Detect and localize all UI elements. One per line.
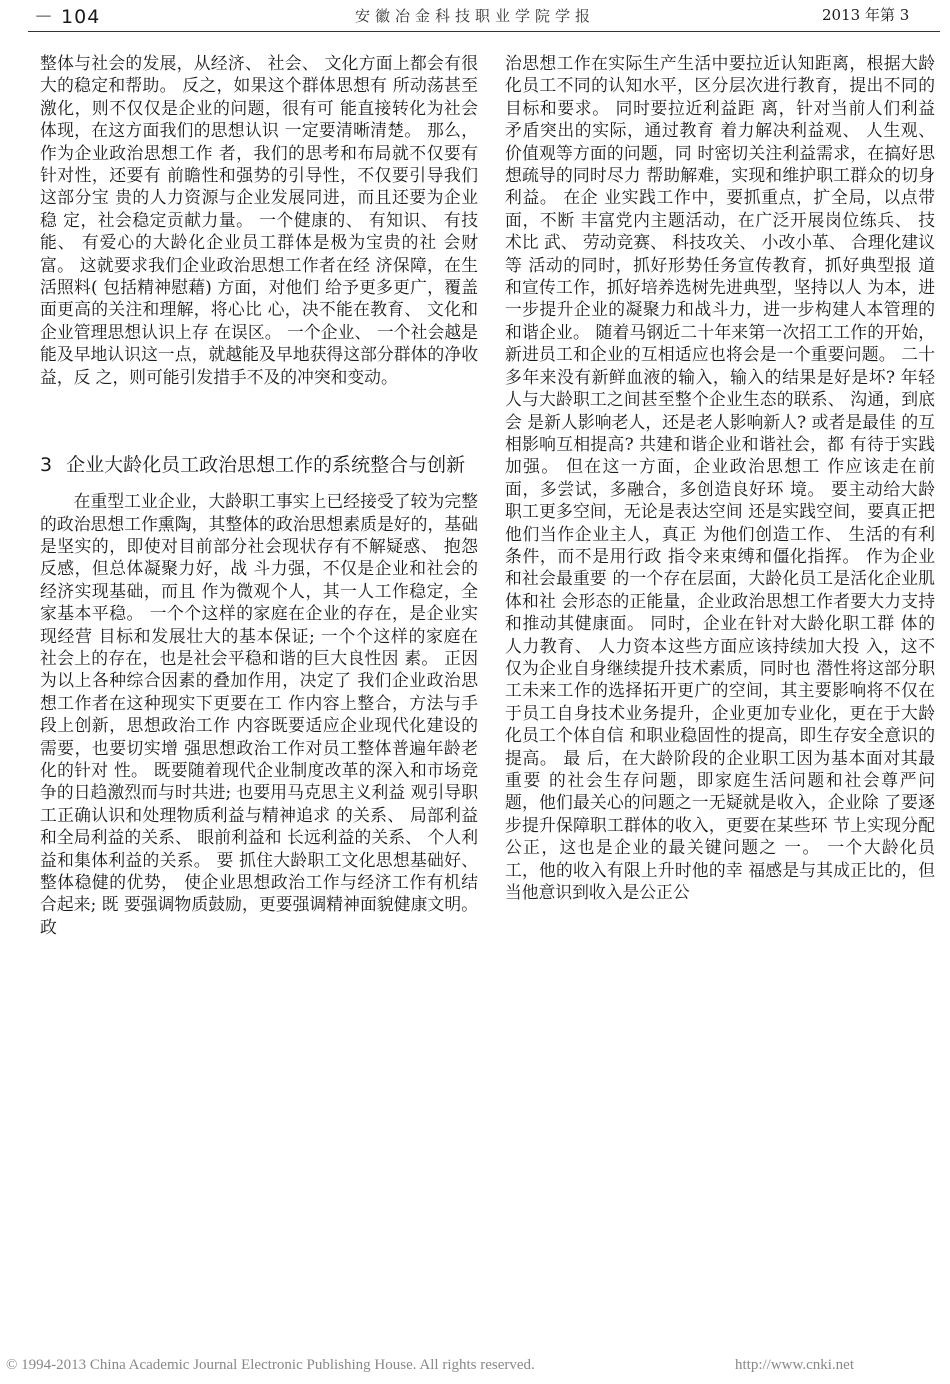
left-column bbox=[40, 52, 478, 938]
paragraph-continuation-right: 治思想工作在实际生产生活中要拉近认知距离，根据大龄化员工不同的认知水平，区分层次进行教育，提出不同的目标和要求。 同时要拉近利益距 离，针对当前人们利益矛盾突出的实际，通过教育 着力解决利益观、 人生观、 价值观等方面的问题，同 时密切关注利益需求，在搞好思想疏导的同时尽力 帮助解难，实现和维护职工群众的切身利益。 在企 业实践工作中，要抓重点，扩全局，以点带面，不断 丰富党内主题活动，在广泛开展岗位练兵、 技术比 武、 劳动竞赛、 科技攻关、 小改小革、 合理化建议等 活动的同时，抓好形势任务宣传教育，抓好典型报 道和宣传工作，抓好培养选树先进典型，坚持以人 为本，进一步提升企业的凝聚力和战斗力，进一步构建人本管理的和谐企业。 随着马钢近二十年来第一次招工工作的开始，新进员工和企业的互相适应也将会是一个重要问题。 二十多年来没有新鲜血液的输入，输入的结果是好是坏? 年轻人与大龄职工之间甚至整个企业生态的联系、 沟通，到底会 是新人影响老人，还是老人影响新人? 或者是最佳 的互相影响互相提高? 共建和谐企业和谐社会，都 有待于实践加强。 但在这一方面，企业政治思想工 作应该走在前面，多尝试，多融合，多创造良好环 境。 要主动给大龄职工更多空间，无论是表达空间 还是实践空间，要真正把他们当作企业主人，真正 为他们创造工作、 生活的有利条件，而不是用行政 指令来束缚和僵化指挥。 作为企业和社会最重要 的一个存在层面，大龄化员工是活化企业肌体和社 会形态的正能量，企业政治思想工作者要大力支持 和推动其健康面。 同时，企业在针对大龄化职工群 体的人力教育、 人力资本这些方面应该持续加大投 入，这不仅为企业自身继续提升技术素质，同时也 潜性将这部分职工未来工作的选择拓开更广的空间，其主要影响将不仅在于员工自身技术业务提升，企业更加专业化，更在于大龄化员工个体自信 和职业稳固性的提高，即生存安全意识的提高。 最 后，在大龄阶段的企业职工因为基本面对其最重要 的社会生存问题，即家庭生活问题和社会尊严问 题，他们最关心的问题之一无疑就是收入，企业除 了要逐步提升保障职工群体的收入，更要在某些环 节上实现分配公正，这也是企业的最关键问题之 一。 一个大龄化员工，他的收入有限上升时他的幸 福感是与其成正比的，但当他意识到收入是公正公 bbox=[505, 53, 935, 903]
header-rule bbox=[28, 31, 940, 32]
section-number: 3 bbox=[40, 454, 53, 477]
issue-label: 2013 年第 3 bbox=[822, 6, 910, 24]
page-number: － 104 bbox=[34, 6, 101, 28]
section-title: 企业大龄化员工政治思想工作的系统整合与创新 bbox=[66, 454, 466, 477]
right-column bbox=[505, 52, 935, 903]
copyright-notice: © 1994-2013 China Academic Journal Electronic Publishing House. All rights reserved. bbox=[6, 1357, 535, 1373]
footer-url: http://www.cnki.net bbox=[735, 1357, 855, 1373]
journal-title: 安徽冶金科技职业学院学报 bbox=[354, 7, 595, 25]
section-heading bbox=[40, 450, 478, 480]
page-header bbox=[0, 0, 950, 34]
paragraph-continuation: 整体与社会的发展，从经济、 社会、 文化方面上都会有很大的稳定和帮助。 反之，如果这个群体思想有 所动荡甚至激化，则不仅仅是企业的问题，很有可 能直接转化为社会体现，在这方面我们的思想认识 一定要清晰清楚。 那么，作为企业政治思想工作 者，我们的思考和布局就不仅要有针对性，还要有 前瞻性和强势的引导性，不仅要引导我们这部分宝 贵的人力资源与企业发展同进，而且还要为企业稳 定，社会稳定贡献力量。 一个健康的、 有知识、 有技 能、 有爱心的大龄化企业员工群体是极为宝贵的社 会财富。 这就要求我们企业政治思想工作者在经 济保障，在生活照料( 包括精神慰藉) 方面，对他们 给予更多更广，覆盖面更高的关注和理解，将心比 心，决不能在教育、 文化和企业管理思想认识上存 在误区。 一个企业、 一个社会越是能及早地认识这一点，就越能及早地获得这部分群体的净收益，反 之，则可能引发措手不及的冲突和变动。 bbox=[40, 53, 478, 387]
section-paragraph: 在重型工业企业，大龄职工事实上已经接受了较为完整的政治思想工作熏陶，其整体的政治思想素质是好的，基础是坚实的，即使对目前部分社会现状存有不解疑惑、 抱怨反感，但总体凝聚力好，战 斗力强，不仅是企业和社会的经济实现基础，而且 作为微观个人，其一人工作稳定，全家基本平稳。 一个个这样的家庭在企业的存在，是企业实现经营 目标和发展壮大的基本保证; 一个个这样的家庭在 社会上的存在，也是社会平稳和谐的巨大良性因 素。 正因为以上各种综合因素的叠加作用，决定了 我们企业政治思想工作者在这种现实下更要在工 作内容上整合，方法与手段上创新，思想政治工作 内容既要适应企业现代化建设的需要，也要切实增 强思想政治工作对员工整体普遍年龄老化的针对 性。 既要随着现代企业制度改革的深入和市场竞 争的日趋激烈而与时共进; 也要用马克思主义利益 观引导职工正确认识和处理物质利益与精神追求 的关系、 局部利益和全局利益的关系、 眼前利益和 长远利益的关系、 个人利益和集体利益的关系。 要 抓住大龄职工文化思想基础好、 整体稳健的优势， 使企业思想政治工作与经济工作有机结合起来; 既 要强调物质鼓励，更要强调精神面貌健康文明。 政 bbox=[40, 491, 478, 937]
